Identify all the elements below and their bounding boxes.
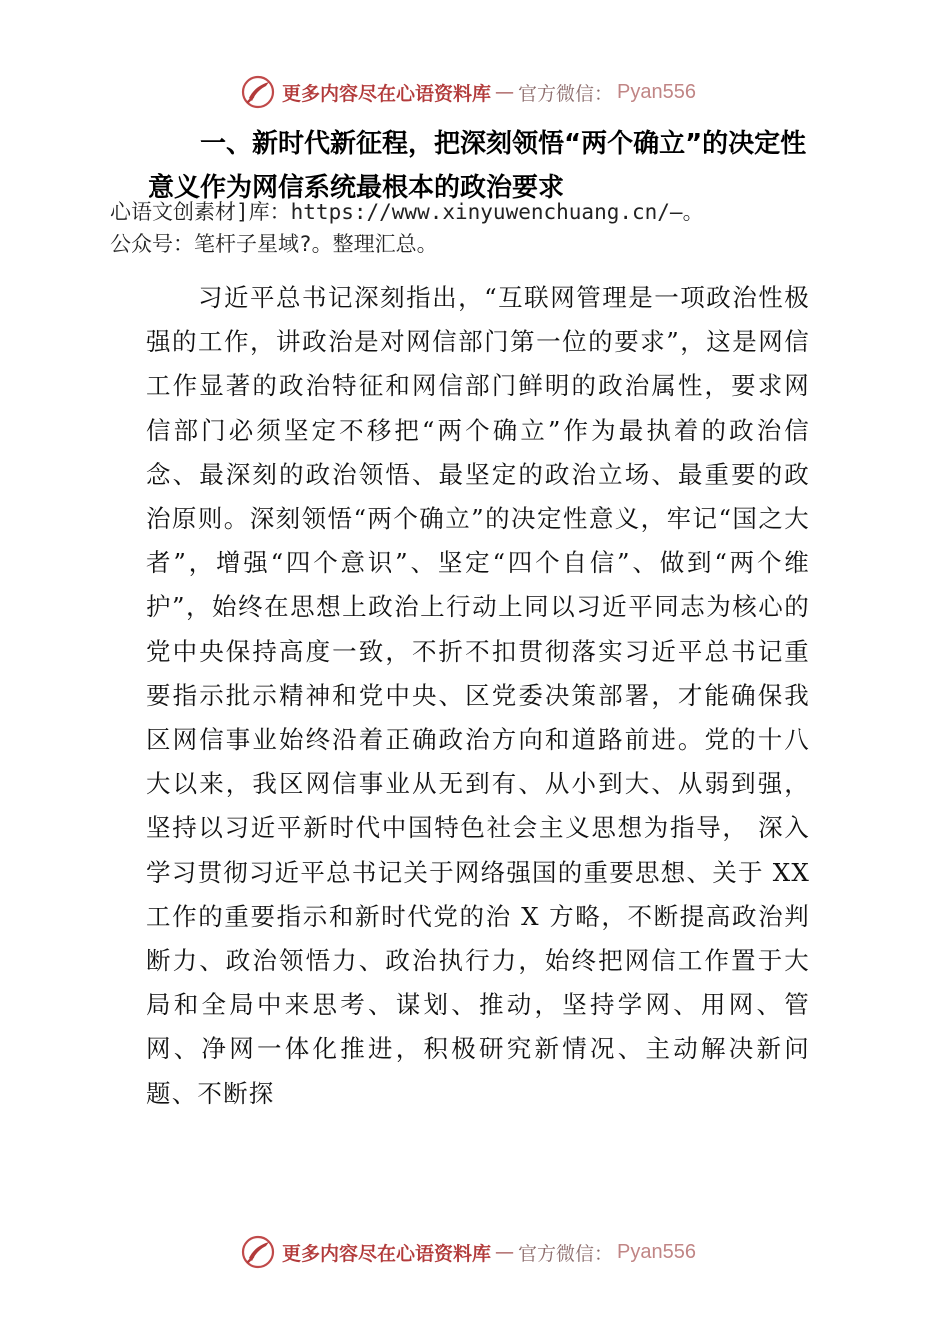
body-paragraph: 习近平总书记深刻指出，“互联网管理是一项政治性极强的工作，讲政治是对网信部门第一位的要求”，这是网信工作显著的政治特征和网信部门鲜明的政治属性，要求网信部门必须坚定不移把“两个确立”作为最执着的政治信念、最深刻的政治领悟、最坚定的政治立场、最重要的政治原则。深刻领悟“两个确立”的决定性意义，牢记“国之大者”，增强“四个意识”、坚定“四个自信”、做到“两个维护”，始终在思想上政治上行动上同以习近平同志为核心的党中央保持高度一致，不折不扣贯彻落实习近平总书记重要指示批示精神和党中央、区党委决策部署，才能确保我区网信事业始终沿着正确政治方向和道路前进。党的十八大以来，我区网信事业从无到有、从小到大、从弱到强，坚持以习近平新时代中国特色社会主义思想为指导， 深入学习贯彻习近平总书记关于网络强国的重要思想、关于 XX 工作的重要指示和新时代党的治 X 方略，不断提高政治判断力、政治领悟力、政治执行力，始终把网信工作置于大局和全局中来思考、谋划、推动，坚持学网、用网、管网、净网一体化推进，积极研究新情况、主动解决新问题、不断探 <box>146 283 810 1108</box>
section-heading: 一、新时代新征程，把深刻领悟“两个确立”的决定性意义作为网信系统最根本的政治要求 <box>148 129 807 203</box>
brush-logo-icon <box>240 74 276 110</box>
watermark-title: 更多内容尽在心语资料库 <box>282 1242 492 1265</box>
source-note-line-1: 心语文创素材]库：https://www.xinyuwenchuang.cn/—。 <box>110 200 704 224</box>
source-note <box>110 196 830 260</box>
source-note-line-2: 公众号：笔杆子星域?。整理汇总。 <box>110 232 438 256</box>
watermark-separator: — <box>495 81 515 103</box>
header-watermark <box>240 72 760 112</box>
watermark-label: 官方微信： <box>518 1242 614 1265</box>
footer-watermark <box>240 1232 760 1272</box>
watermark-title: 更多内容尽在心语资料库 <box>282 82 492 105</box>
watermark-label: 官方微信： <box>518 82 614 105</box>
watermark-separator: — <box>495 1241 515 1263</box>
brush-logo-icon <box>240 1234 276 1270</box>
watermark-wechat-id: Pyan556 <box>617 1240 696 1263</box>
watermark-wechat-id: Pyan556 <box>617 80 696 103</box>
